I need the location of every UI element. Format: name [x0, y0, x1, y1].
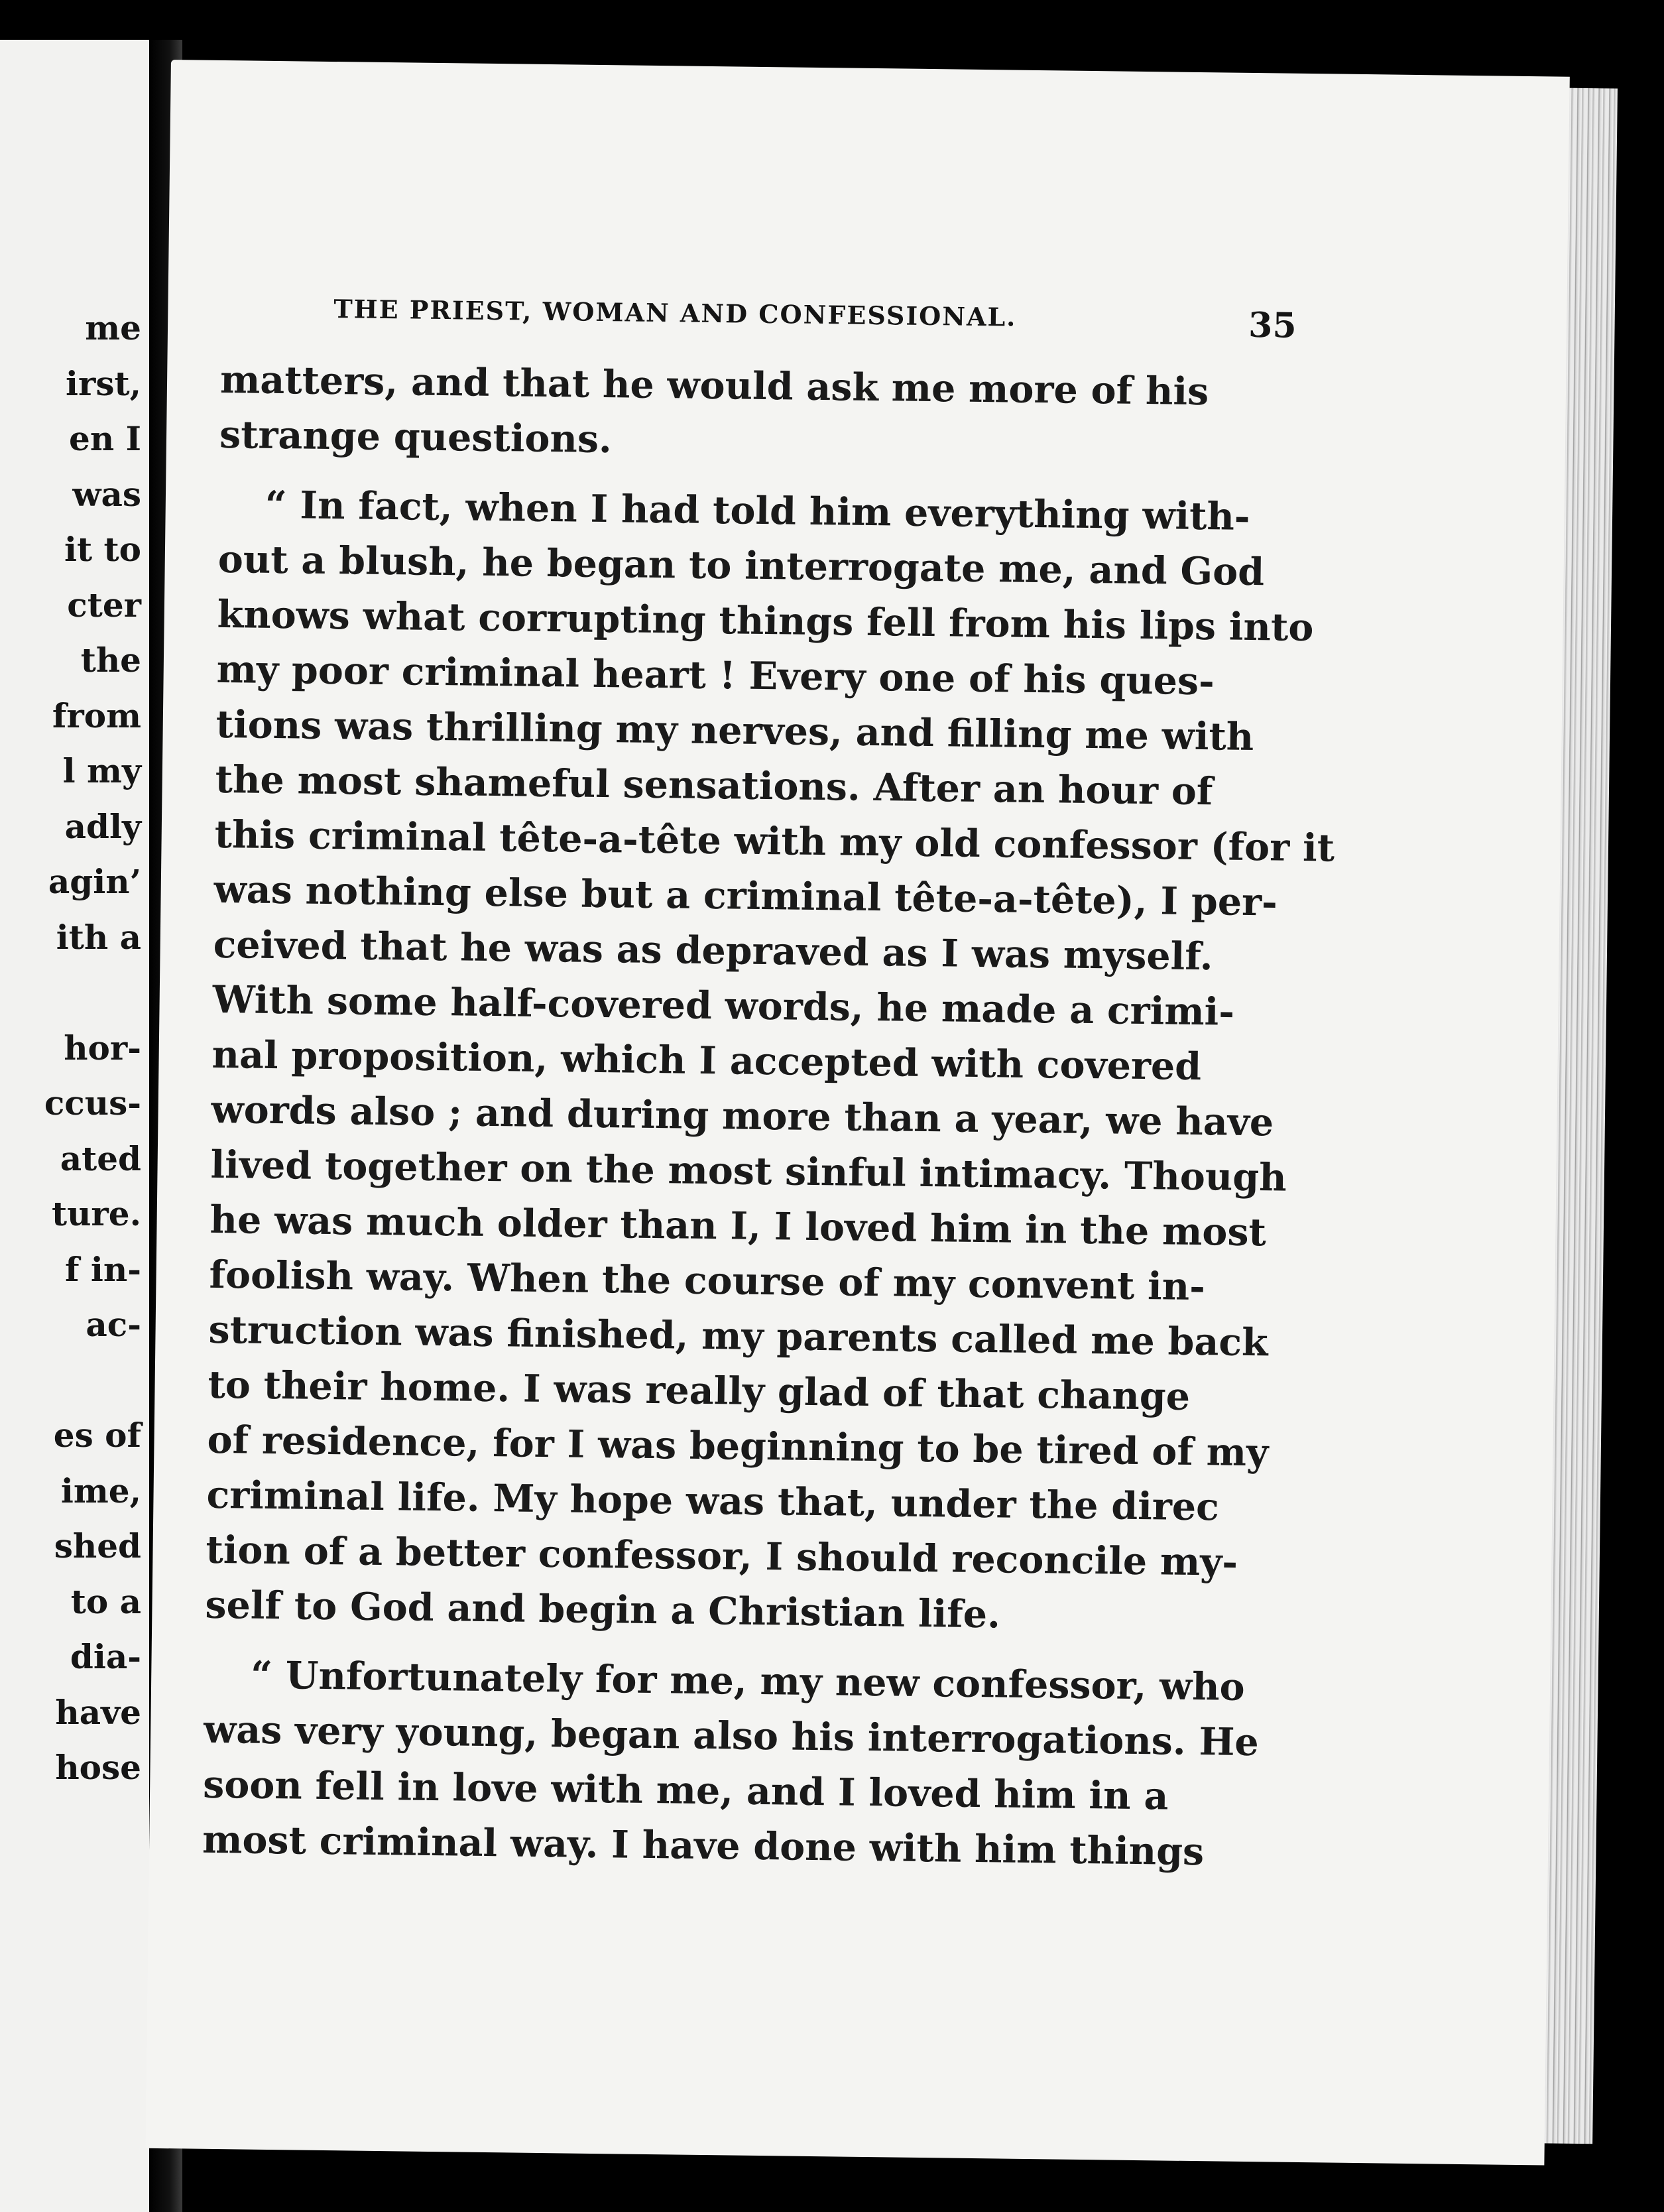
text-line: the most shameful sensations. After an hour of — [215, 757, 1213, 814]
left-page-line: f in- — [64, 1249, 141, 1289]
left-page-line: ture. — [51, 1194, 141, 1233]
text-line: soon fell in love with me, and I loved him in a — [202, 1762, 1169, 1819]
left-page-line: adly — [64, 806, 141, 846]
text-line: my poor criminal heart ! Every one of his ques- — [216, 646, 1215, 704]
left-page-line: me — [85, 308, 141, 347]
left-page-line: the — [80, 641, 141, 680]
left-page-line: dia- — [70, 1637, 141, 1676]
text-line: to their home. I was really glad of that change — [208, 1362, 1191, 1419]
running-head-title: THE PRIEST, WOMAN AND CONFESSIONAL. — [333, 294, 1017, 332]
text-line: most criminal way. I have done with him things — [202, 1817, 1205, 1874]
text-line: nal proposition, which I accepted with covered — [211, 1032, 1202, 1089]
text-line: strange questions. — [219, 412, 613, 462]
running-head — [333, 294, 1315, 346]
left-page-line: hor- — [64, 1028, 141, 1068]
left-page-line: shed — [54, 1526, 141, 1566]
left-page-line: to a — [70, 1581, 141, 1621]
body-text — [202, 352, 1335, 1878]
text-line: With some half-covered words, he made a crimi- — [212, 977, 1235, 1034]
text-line: lived together on the most sinful intimacy. Though — [210, 1142, 1287, 1200]
left-page-line: l my — [62, 751, 141, 790]
left-page-line: ac- — [86, 1305, 141, 1344]
left-page-line: it to — [64, 530, 141, 569]
text-line: out a blush, he began to interrogate me, and God — [217, 536, 1265, 595]
left-page-line: irst, — [66, 363, 141, 403]
text-line: ceived that he was as depraved as I was myself. — [213, 922, 1214, 979]
text-line: foolish way. When the course of my convent in- — [209, 1252, 1206, 1310]
left-page-line: have — [55, 1692, 141, 1732]
left-facing-page — [0, 40, 149, 2212]
text-line: struction was finished, my parents called me back — [208, 1307, 1268, 1365]
left-page-line: en I — [69, 419, 141, 458]
text-line: words also ; and during more than a year, we have — [211, 1087, 1274, 1145]
text-line: knows what corrupting things fell from his lips into — [217, 591, 1314, 650]
paragraph — [202, 1647, 1260, 1878]
text-line: matters, and that he would ask me more of his — [219, 357, 1209, 414]
left-page-line: ccus- — [44, 1083, 141, 1123]
left-page-line: from — [52, 696, 141, 735]
left-page-line: ith a — [56, 917, 141, 957]
left-page-line: ated — [60, 1138, 141, 1178]
left-page-line: es of — [53, 1416, 141, 1455]
left-page-line: ime, — [60, 1471, 141, 1510]
left-page-line: cter — [67, 585, 141, 625]
text-line: tion of a better confessor, I should reconcile my- — [206, 1527, 1238, 1585]
left-page-line: agin’ — [48, 862, 141, 901]
text-line: “ In fact, when I had told him everything with- — [265, 482, 1250, 539]
paragraph — [205, 477, 1335, 1643]
paragraph — [219, 352, 1209, 473]
text-line: self to God and begin a Christian life. — [205, 1582, 1001, 1637]
right-page — [146, 60, 1570, 2166]
text-line: was very young, began also his interrogations. He — [203, 1707, 1260, 1765]
left-page-line: hose — [55, 1748, 141, 1787]
text-line: of residence, for I was beginning to be tired of my — [207, 1417, 1269, 1475]
text-line: he was much older than I, I loved him in the most — [209, 1197, 1267, 1255]
text-line: criminal life. My hope was that, under the direc — [206, 1472, 1220, 1530]
text-line: this criminal tête-a-tête with my old confessor (for it — [214, 812, 1335, 871]
text-line: was nothing else but a criminal tête-a-tête), I per- — [213, 867, 1278, 925]
page-number: 35 — [1248, 304, 1297, 346]
text-line: tions was thrilling my nerves, and filling me with — [215, 702, 1254, 760]
left-page-line: was — [72, 474, 141, 514]
text-line: “ Unfortunately for me, my new confessor, who — [250, 1652, 1246, 1709]
